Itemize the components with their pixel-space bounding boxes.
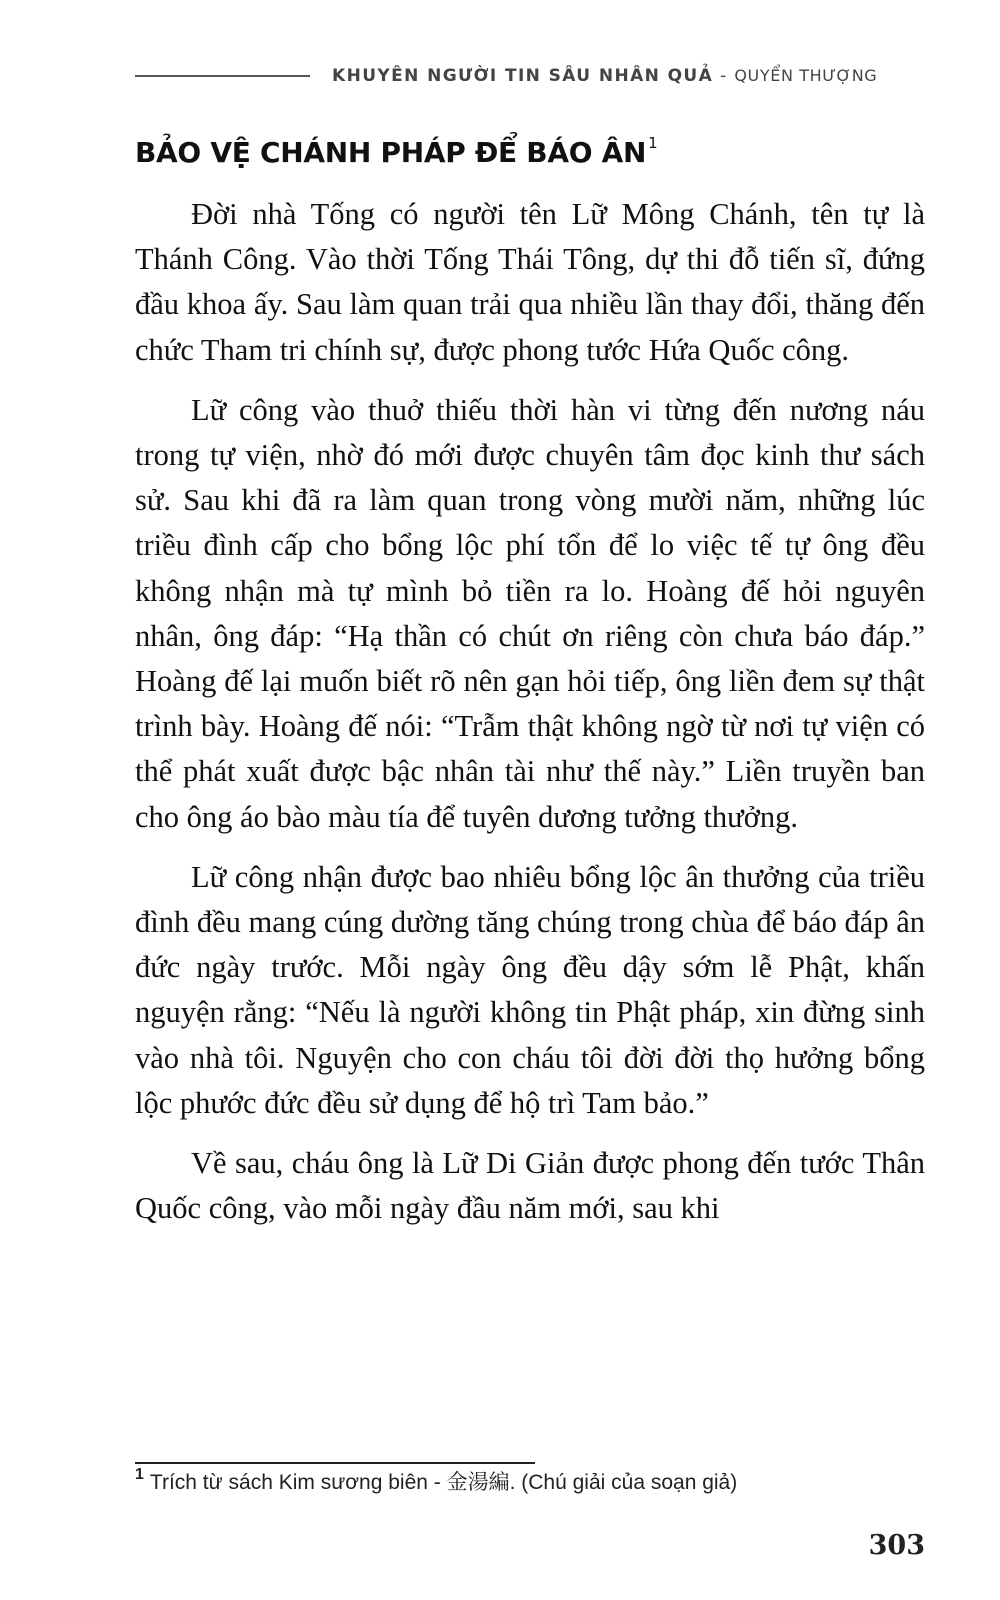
footnote-reference: 1 [648, 134, 658, 152]
header-volume: QUYỂN THƯỢNG [734, 66, 878, 85]
header-book-title: KHUYÊN NGƯỜI TIN SÂU NHÂN QUẢ [332, 66, 714, 86]
footnote-rule [135, 1462, 535, 1464]
header-rule [135, 75, 310, 77]
paragraph: Lữ công vào thuở thiếu thời hàn vi từng đến nương náu trong tự viện, nhờ đó mới được chuyên tâm đọc kinh thư sách sử. Sau khi đã ra làm quan trong vòng mười năm, những lúc triều đình cấp cho bổng lộc phí tổn để lo việc tế tự ông đều không nhận mà tự mình bỏ tiền ra lo. Hoàng đế hỏi nguyên nhân, ông đáp: “Hạ thần có chút ơn riêng còn chưa báo đáp.” Hoàng đế lại muốn biết rõ nên gạn hỏi tiếp, ông liền đem sự thật trình bày. Hoàng đế nói: “Trẫm thật không ngờ từ nơi tự viện có thể phát xuất được bậc nhân tài như thế này.” Liền truyền ban cho ông áo bào màu tía để tuyên dương tưởng thưởng. [135, 392, 925, 834]
header-separator: - [713, 66, 735, 86]
paragraph: Lữ công nhận được bao nhiêu bổng lộc ân thưởng của triều đình đều mang cúng dường tăng chúng trong chùa để báo đáp ân đức ngày trước. Mỗi ngày ông đều dậy sớm lễ Phật, khấn nguyện rằng: “Nếu là người không tin Phật pháp, xin đừng sinh vào nhà tôi. Nguyện cho con cháu tôi đời đời thọ hưởng bổng lộc phước đức đều sử dụng để hộ trì Tam bảo.” [135, 859, 925, 1120]
header-text [332, 66, 877, 86]
paragraph: Về sau, cháu ông là Lữ Di Giản được phong đến tước Thân Quốc công, vào mỗi ngày đầu năm mới, sau khi [135, 1146, 925, 1226]
running-header [135, 60, 925, 92]
chapter-title [135, 136, 657, 169]
footnote-mark: 1 [135, 1466, 144, 1483]
footnote [135, 1466, 925, 1496]
paragraph: Đời nhà Tống có người tên Lữ Mông Chánh, tên tự là Thánh Công. Vào thời Tống Thái Tông, dự thi đỗ tiến sĩ, đứng đầu khoa ấy. Sau làm quan trải qua nhiều lần thay đổi, thăng đến chức Tham tri chính sự, được phong tước Hứa Quốc công. [135, 197, 925, 367]
footnote-text: Trích từ sách Kim sương biên - 金湯編. (Chú giải của soạn giả) [149, 1471, 738, 1494]
body-text [135, 192, 925, 1246]
page-number: 303 [868, 1530, 925, 1561]
chapter-title-text: BẢO VỆ CHÁNH PHÁP ĐỂ BÁO ÂN [135, 136, 647, 169]
